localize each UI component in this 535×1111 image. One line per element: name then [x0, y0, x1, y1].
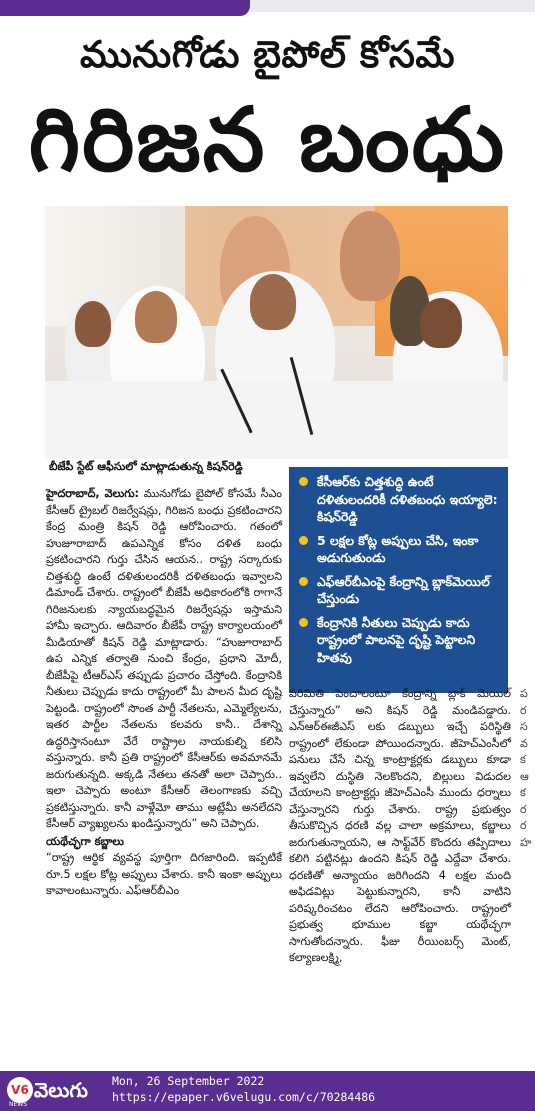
photo-figure — [340, 211, 400, 301]
bullet-icon — [299, 477, 308, 486]
article-column-2 — [289, 686, 511, 967]
bullet-icon — [299, 536, 308, 545]
v6-logo-icon[interactable]: V6 — [7, 1077, 33, 1103]
photo-face — [135, 291, 177, 343]
photo-face — [420, 298, 462, 348]
masthead-fragment — [0, 0, 250, 16]
highlight-item: ఎఫ్ఆర్‌బీఎంపై కేంద్రాన్ని బ్లాక్‌మెయిల్ చేస్తుండు — [299, 573, 504, 608]
bullet-icon — [299, 577, 308, 586]
highlight-item: 5 లక్షల కోట్ల అప్పులు చేసి, ఇంకా అడుగుతుండు — [299, 532, 504, 567]
velugu-logo[interactable]: వెలుగు — [34, 1078, 88, 1102]
adjacent-column-fragment: ప ర స వ క ఆ క ర ర హ — [520, 687, 532, 849]
article-paragraph: హైదరాబాద్, వెలుగు: మునుగోడు బైపోల్ కోసమే సీఎం కేసీఆర్ ట్రైబల్ రిజర్వేషన్లు, గిరిజన బంధు ప్రకటించారని కేంద్ర మంత్రి కిషన్ రెడ్డి ఆరోపించారు. గతంలో హుజూరాబాద్ ఉపఎన్నిక కోసం దళిత బంధు ప్రకటించారని గుర్తు చేసిన ఆయన.. రాష్ట్ర సర్కారుకు చిత్తశుద్ధి ఉంటే దళితులందరికీ దళితబంధు ఇవ్వాలని డిమాండ్ చేశారు. రాష్ట్రంలో బీజేపీ అధికారంలోకి రాగానే గిరిజనులకు న్యాయబద్ధమైన రిజర్వేషన్లు ఇస్తామని హామీ ఇచ్చారు. ఆదివారం బీజేపీ రాష్ట్ర కార్యాలయంలో మీడియాతో కిషన్ రెడ్డి మాట్లాడారు. “హుజూరాబాద్ ఉప ఎన్నిక తర్వాతి నుంచి కేంద్రం, ప్రధాని మోదీ, బీజేపీపై టీఆర్ఎస్ తప్పుడు ప్రచారం చేస్తోంది. కేంద్రానికి నీతులు చెప్పుడు కాదు రాష్ట్రంలో మీ పాలన మీద దృష్టి పెట్టండి. రాష్ట్రంలో సొంత పార్టీ నేతలను, ఎమ్మెల్యేలను, ఇతర పార్టీల నేతలను కలవరు కానీ.. దేశాన్ని ఉద్ధరిస్తానంటూ వేరే రాష్ట్రాల నాయకుల్ని కలిసి వస్తున్నారు. కానీ ప్రతి రాష్ట్రంలో కేసీఆర్‌కు అవమానమే జరుగుతున్నది. అక్కడి నేతలు తనతో అలా చెప్పారు.. ఇలా చెప్పారు అంటూ కేసీఆర్ తెలంగాణకు వచ్చి ప్రకటిస్తున్నారు. కానీ వాళ్లేమో తాము అట్లేమీ అనలేదని కేసీఆర్ వ్యాఖ్యలను ఖండిస్తున్నారు” అని చెప్పారు. — [46, 487, 282, 830]
top-strip — [0, 0, 535, 20]
article-column-1 — [46, 486, 282, 900]
highlights-list — [289, 467, 508, 666]
photo-table — [45, 381, 508, 459]
highlight-item: కేసీఆర్‌కు చిత్తశుద్ధి ఉంటే దళితులందరికీ దళితబంధు ఇయ్యాలె: కిషన్‌రెడ్డి — [299, 473, 504, 526]
photo-face — [250, 274, 296, 330]
article-subheading: యథేచ్ఛగా కబ్జాలు — [46, 834, 125, 848]
photo-face — [75, 301, 111, 347]
article-paragraph: పరిమితి పెంచాలంటూ కేంద్రాన్ని బ్లాక్ మెయిల్ చేస్తున్నారు” అని కిషన్ రెడ్డి మండిపడ్డారు. ఎన్ఆర్ఈజీఎస్ లకు డబ్బులు ఇచ్చే పరిస్థితి రాష్ట్రంలో లేకుండా పోయిందన్నారు. జీహెచ్ఎంసీలో పనులు చేసే చిన్న కాంట్రాక్టర్లకు డబ్బులు కూడా ఇవ్వలేని దుస్థితి నెలకొందని, బిల్లులు విడుదల చేయాలని కాంట్రాక్టర్లు జీహెచ్ఎంసీ ముందు ధర్నాలు చేస్తున్నారని గుర్తు చేశారు. రాష్ట్ర ప్రభుత్వం తీసుకొచ్చిన ధరణి వల్ల చాలా అక్రమాలు, కబ్జాలు జరుగుతున్నాయని, ఆ సాఫ్ట్‌వేర్ కొందరు తప్పిదాలు కలిగి పట్టినట్లు ఉందని కిషన్ రెడ్డి ఎద్దేవా చేశారు. ధరణితో అన్యాయం జరిగిందని 4 లక్షల మంది అఫిడవిట్లు పెట్టుకున్నారని, కానీ వాటిని పరిష్కరించటం లేదని ఆరోపించారు. రాష్ట్రంలో ప్రభుత్వ భూముల కబ్జా యథేచ్ఛగా సాగుతోందన్నారు. ఫీజు రీయింబర్స్ మెంట్, కల్యాణలక్ష్మి, — [289, 687, 511, 964]
dateline: హైదరాబాద్, వెలుగు: — [46, 487, 139, 500]
photo-caption: బీజేపీ స్టేట్ ఆఫీసులో మాట్లాడుతున్న కిషన్‌రెడ్డి — [45, 459, 292, 474]
highlight-item: కేంద్రానికి నీతులు చెప్పుడు కాదు రాష్ట్రంలో పాలనపై దృష్టి పెట్టాలని హితవు — [299, 614, 504, 667]
epaper-footer — [0, 1071, 535, 1111]
masthead-band — [250, 0, 535, 12]
headline-kicker: మునుగోడు బైపోల్ కోసమే — [79, 33, 456, 76]
headline: గిరిజన బంధు — [28, 88, 507, 191]
edition-date: Mon, 26 September 2022 — [112, 1074, 265, 1088]
epaper-url-link[interactable]: https://epaper.v6velugu.com/c/70284486 — [112, 1090, 376, 1104]
highlights-box — [289, 467, 508, 693]
bullet-icon — [299, 618, 308, 627]
logo-subtext: NEWS — [9, 1101, 28, 1108]
news-photo — [45, 206, 508, 459]
article-paragraph: “రాష్ట్ర ఆర్థిక వ్యవస్థ పూర్తిగా దిగజారింది. ఇప్పటికే రూ.5 లక్షల కోట్ల అప్పులు చేశారు. కానీ ఇంకా అప్పులు కావాలంటున్నారు. ఎఫ్ఆర్‌బీఎం — [46, 851, 282, 897]
